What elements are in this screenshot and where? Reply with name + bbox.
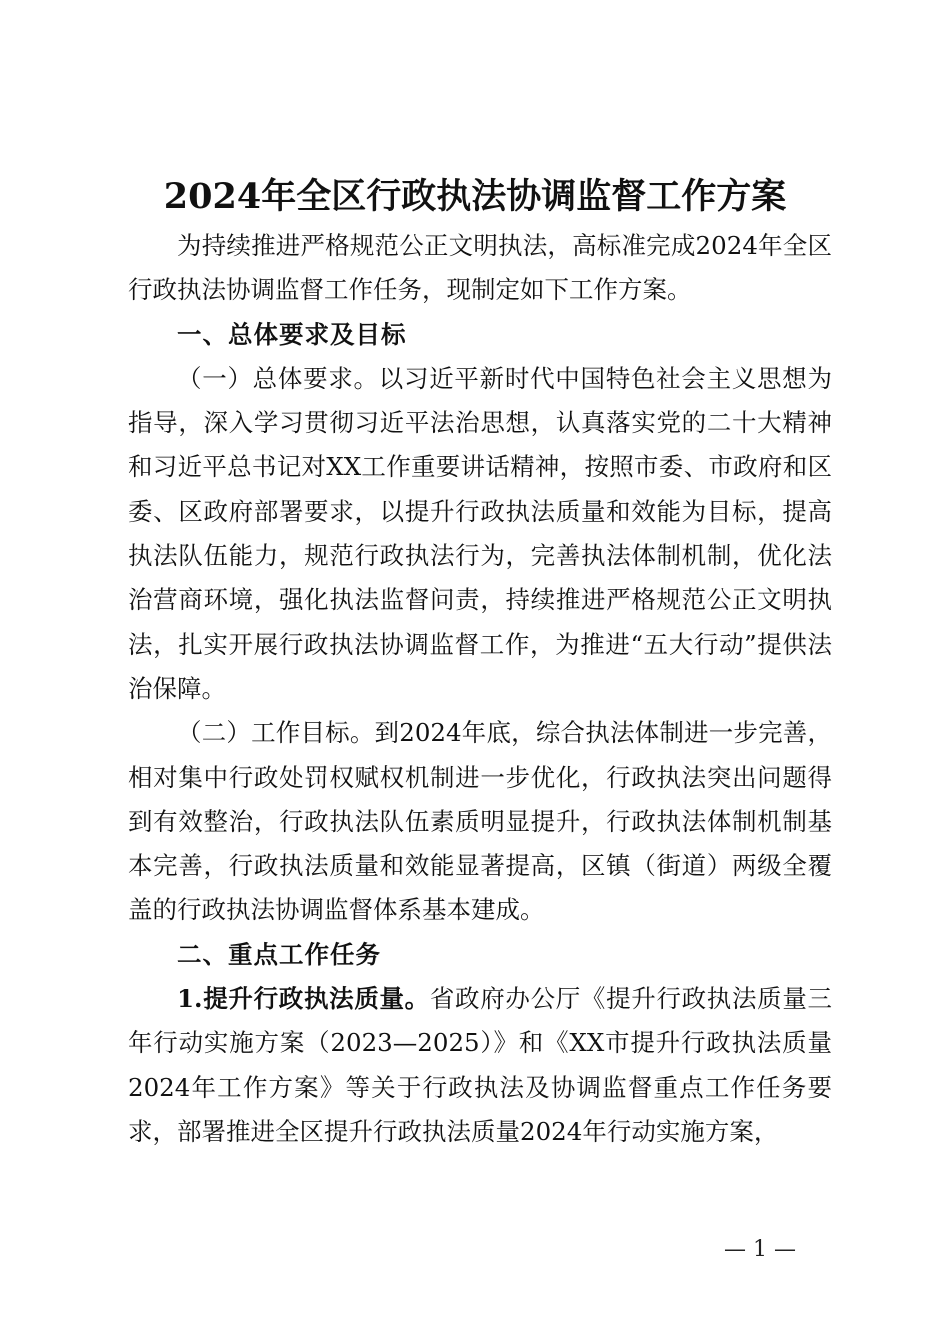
task-1-lead: 1.提升行政执法质量。: [177, 984, 430, 1014]
section-heading-1: 一、总体要求及目标: [177, 319, 407, 349]
paragraph-general-requirements: （一）总体要求。以习近平新时代中国特色社会主义思想为指导，深入学习贯彻习近平法治思想，认真落实党的二十大精神和习近平总书记对XX工作重要讲话精神，按照市委、市政府和区委、区政府部署要求，以提升行政执法质量和效能为目标，提高执法队伍能力，规范行政执法行为，完善执法体制机制，优化法治营商环境，强化执法监督问责，持续推进严格规范公正文明执法，扎实开展行政执法协调监督工作，为推进“五大行动”提供法治保障。: [128, 363, 832, 703]
intro-paragraph: 为持续推进严格规范公正文明执法，高标准完成2024年全区行政执法协调监督工作任务，现制定如下工作方案。: [128, 231, 832, 305]
section-heading-2: 二、重点工作任务: [177, 939, 381, 969]
task-1-text: 省政府办公厅《提升行政执法质量三年行动实施方案（2023—2025）》和《XX市提升行政执法质量2024年工作方案》等关于行政执法及协调监督重点工作任务要求，部署推进全区提升行政执法质量2024年行动实施方案，: [128, 984, 833, 1146]
page-number: — 1 —: [724, 1237, 796, 1262]
document-body: [128, 224, 832, 1154]
paragraph-task-1: [128, 977, 832, 1154]
document-title: 2024年全区行政执法协调监督工作方案: [163, 176, 787, 217]
paragraph-work-goals: （二）工作目标。到2024年底，综合执法体制进一步完善，相对集中行政处罚权赋权机制进一步优化，行政执法突出问题得到有效整治，行政执法队伍素质明显提升，行政执法体制机制基本完善，行政执法质量和效能显著提高，区镇（街道）两级全覆盖的行政执法协调监督体系基本建成。: [128, 718, 832, 925]
